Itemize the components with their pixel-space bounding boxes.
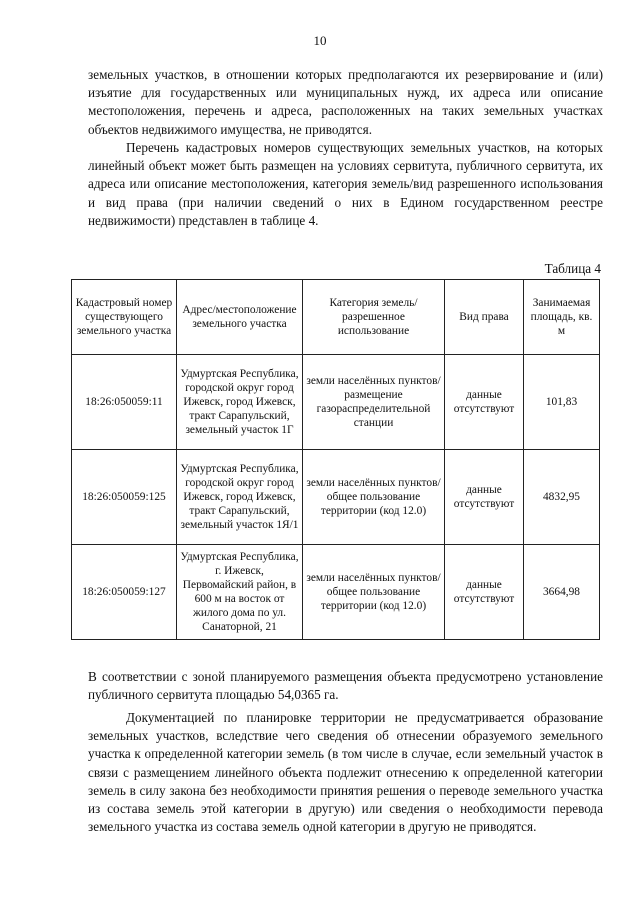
table-row xyxy=(72,450,600,545)
cell-area: 4832,95 xyxy=(524,450,600,545)
table-row xyxy=(72,545,600,640)
header-land-category: Категория земель/ разрешенное использование xyxy=(303,280,445,355)
paragraph-land-reservation: земельных участков, в отношении которых предполагаются их резервирование и (или) изъятие для государственных или муниципальных нужд, их адреса или описание местоположения, перечень и адреса, расположенных на таких земельных участках объектов недвижимого имущества, не приводятся. xyxy=(88,67,603,137)
cadastral-table xyxy=(71,279,600,640)
header-cadastral-number: Кадастровый номер существующего земельного участка xyxy=(72,280,177,355)
table-caption: Таблица 4 xyxy=(544,261,601,276)
header-address: Адрес/местоположение земельного участка xyxy=(177,280,303,355)
cell-land-category: земли населённых пунктов/ размещение газораспределительной станции xyxy=(303,355,445,450)
cell-right-type: данные отсутствуют xyxy=(445,545,524,640)
cell-area: 3664,98 xyxy=(524,545,600,640)
table-header-row xyxy=(72,280,600,355)
cell-address: Удмуртская Республика, городской округ город Ижевск, город Ижевск, тракт Сарапульский, земельный участок 1Г xyxy=(177,355,303,450)
paragraph-land-formation: Документацией по планировке территории не предусматривается образование земельных участков, вследствие чего сведения об отнесении образуемого земельного участка к определенной категории земель (в том числе в случае, если земельный участок в связи с размещением линейного объекта подлежит отнесению к определенной категории земель в силу закона без необходимости принятия решения о переводе земельного участка из состава земель этой категории в другую) или сведения о необходимости перевода земельного участка из состава земель одной категории в другую не приводятся. xyxy=(88,710,603,835)
page-number: 10 xyxy=(313,33,327,48)
header-right-type: Вид права xyxy=(445,280,524,355)
cell-land-category: земли населённых пунктов/общее пользование территории (код 12.0) xyxy=(303,545,445,640)
cell-cadastral-number: 18:26:050059:127 xyxy=(72,545,177,640)
table-row xyxy=(72,355,600,450)
cell-address: Удмуртская Республика, г. Ижевск, Первомайский район, в 600 м на восток от жилого дома по ул. Санаторной, 21 xyxy=(177,545,303,640)
cell-cadastral-number: 18:26:050059:125 xyxy=(72,450,177,545)
paragraph-cadastral-list: Перечень кадастровых номеров существующих земельных участков, на которых линейный объект может быть размещен на условиях сервитута, публичного сервитута, их адреса или описание местоположения, категория земель/вид разрешенного использования и вид права (при наличии сведений о них в Едином государственном реестре недвижимости) представлен в таблице 4. xyxy=(88,140,603,228)
header-area: Занимаемая площадь, кв. м xyxy=(524,280,600,355)
cell-cadastral-number: 18:26:050059:11 xyxy=(72,355,177,450)
cell-right-type: данные отсутствуют xyxy=(445,355,524,450)
paragraph-public-servitude: В соответствии с зоной планируемого размещения объекта предусмотрено установление публичного сервитута площадью 54,0365 га. xyxy=(88,669,603,703)
cell-land-category: земли населённых пунктов/общее пользование территории (код 12.0) xyxy=(303,450,445,545)
cell-address: Удмуртская Республика, городской округ город Ижевск, город Ижевск, тракт Сарапульский, земельный участок 1Я/1 xyxy=(177,450,303,545)
cell-right-type: данные отсутствуют xyxy=(445,450,524,545)
cell-area: 101,83 xyxy=(524,355,600,450)
